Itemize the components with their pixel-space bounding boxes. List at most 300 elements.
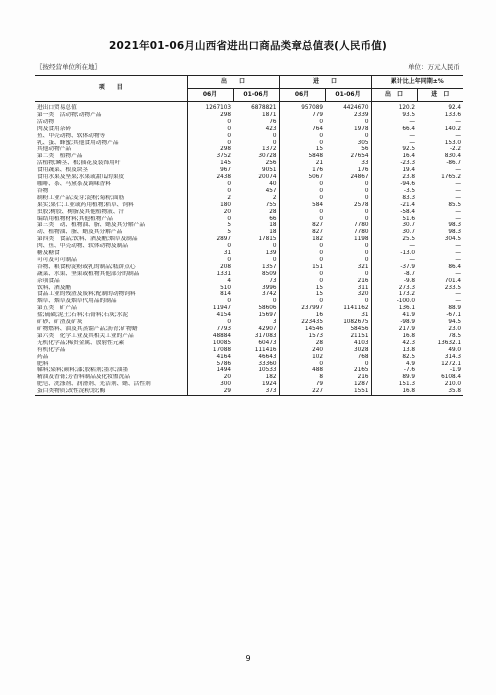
row-value: -86.7 — [446, 160, 462, 167]
row-value: 457 — [265, 187, 277, 194]
row-value: 0 — [187, 140, 233, 147]
row-value: 15 — [279, 291, 325, 298]
row-value: 0 — [364, 187, 369, 194]
row-label: 烟草、烟草及烟草代用品的制品 — [37, 298, 117, 305]
row-value: 0 — [364, 360, 369, 367]
row-value: -8.7 — [371, 271, 417, 278]
table-row — [35, 229, 463, 236]
table-row — [35, 361, 463, 368]
row-value: 0 — [364, 180, 369, 187]
row-value: 20074 — [258, 174, 277, 181]
row-value: 0 — [187, 243, 233, 250]
row-value: 0 — [187, 188, 233, 195]
row-value: 0 — [279, 216, 325, 223]
row-value: -3.5 — [371, 188, 417, 195]
row-label: 第四类 食品;饮料、酒及醋;烟草及制品 — [37, 236, 138, 243]
row-value: 40 — [269, 180, 277, 187]
row-value: — — [371, 257, 417, 264]
table-row — [35, 133, 463, 140]
row-label: 肉及食用杂碎 — [37, 125, 72, 132]
row-value: — — [455, 291, 462, 298]
row-value: 31 — [361, 312, 369, 319]
row-value: 33360 — [258, 360, 277, 367]
scope-note: 〖按经营单位所在地〗 — [36, 63, 101, 71]
row-value: 120.2 — [371, 102, 417, 112]
row-value: 48884 — [187, 333, 233, 340]
row-label: 果实;果仁;工业或药用植物;稻草、饲料 — [37, 201, 134, 208]
row-value: — — [455, 243, 462, 250]
row-value: 14546 — [279, 326, 325, 333]
row-value: 0 — [187, 181, 233, 188]
row-label: 第六类 化学工业及其相关工业的产品 — [37, 332, 134, 339]
table-row — [35, 188, 463, 195]
row-value: 182 — [265, 374, 277, 381]
row-value: 0 — [187, 119, 233, 126]
row-value: 827 — [279, 229, 325, 236]
row-value: 1978 — [354, 125, 369, 132]
table-row — [35, 347, 463, 354]
row-label: 蔬菜、水果、坚果或植物其他部分的制品 — [37, 270, 140, 277]
row-value: 4 — [187, 278, 233, 285]
row-value: 0 — [279, 298, 325, 305]
row-value: 7793 — [187, 326, 233, 333]
table-row — [35, 374, 463, 381]
table-row — [35, 126, 463, 133]
row-value: 7780 — [354, 229, 369, 236]
row-value: 217.9 — [371, 326, 417, 333]
table-row — [35, 381, 463, 388]
header-yoy-import: 进 口 — [417, 89, 463, 102]
row-value: 89.9 — [371, 374, 417, 381]
table-row — [35, 271, 463, 278]
table-row — [35, 340, 463, 347]
row-value: 7780 — [354, 222, 369, 229]
row-value: 373 — [233, 388, 279, 395]
row-value: 0 — [279, 257, 325, 264]
row-value: 6878821 — [251, 105, 277, 111]
table-row — [35, 319, 463, 326]
row-value: 0 — [279, 250, 325, 257]
row-value: 5067 — [279, 174, 325, 181]
table-row — [35, 195, 463, 202]
row-value: 320 — [357, 291, 369, 298]
table-row — [35, 236, 463, 243]
row-value: 4424670 — [343, 105, 369, 111]
row-value: 208 — [187, 264, 233, 271]
row-value: 1765.2 — [441, 174, 462, 181]
row-value: 17815 — [258, 236, 277, 243]
row-value: -7.6 — [371, 367, 417, 374]
row-value: 957089 — [279, 102, 325, 112]
row-value: 111416 — [254, 346, 277, 353]
row-value: 139 — [265, 250, 277, 257]
row-value: 16.8 — [371, 388, 417, 395]
row-value: 1494 — [187, 367, 233, 374]
row-value: 51.6 — [371, 216, 417, 223]
table-row — [35, 112, 463, 119]
row-value: 1141162 — [343, 305, 369, 312]
row-value: 223435 — [279, 319, 325, 326]
row-value: — — [455, 215, 462, 222]
row-value: 237997 — [279, 305, 325, 312]
row-value: 1287 — [354, 381, 369, 388]
row-value: 3742 — [262, 291, 277, 298]
row-value: 11947 — [187, 305, 233, 312]
row-label: 可可及可可制品 — [37, 256, 77, 263]
row-value: 3996 — [262, 284, 277, 291]
row-value: 30.7 — [371, 222, 417, 229]
row-value: 273.3 — [371, 285, 417, 292]
row-value: 5 — [187, 222, 233, 229]
row-value: 13632.1 — [437, 339, 462, 346]
row-value: 42907 — [258, 326, 277, 332]
row-value: -58.4 — [371, 209, 417, 216]
table-row — [35, 174, 463, 181]
row-label: 食用水果及坚果;水果或甜瓜的果皮 — [37, 174, 125, 181]
row-label: 饮料、酒及醋 — [37, 284, 72, 291]
table-row — [35, 264, 463, 271]
row-label: 食品工业的残渣及废料;配制的动物饲料 — [37, 291, 136, 298]
row-value: 3 — [272, 319, 277, 326]
table-row — [35, 326, 463, 333]
row-label: 第三类 动、植物油、脂、蜡及其分解产品 — [37, 222, 146, 229]
row-value: 0 — [272, 256, 277, 263]
row-value: 8 — [279, 374, 325, 381]
row-value: -37.9 — [371, 264, 417, 271]
page-number: 9 — [245, 654, 251, 663]
row-value: 41.9 — [371, 312, 417, 319]
row-value: 10533 — [258, 367, 277, 374]
row-value: 2438 — [187, 174, 233, 181]
row-label: 药品 — [37, 353, 49, 360]
row-value: 78.5 — [448, 332, 462, 339]
row-value: 0 — [272, 132, 277, 139]
row-value: 42.3 — [371, 340, 417, 347]
table-row — [35, 202, 463, 209]
row-value: 15 — [279, 285, 325, 292]
row-value: 779 — [279, 112, 325, 119]
row-label: 进出口贸易总值 — [37, 105, 77, 111]
row-value: 18 — [269, 229, 277, 236]
row-value: 0 — [279, 133, 325, 140]
table-row — [35, 181, 463, 188]
row-value: 4.9 — [371, 361, 417, 368]
header-yoy: 累计比上年同期±% — [371, 76, 463, 89]
row-label: 第五类 矿产品 — [37, 305, 77, 312]
row-value: 76 — [269, 118, 277, 125]
row-value: 0 — [279, 181, 325, 188]
row-label: 有机化学品 — [37, 346, 66, 353]
row-label: 肥皂、洗涤剂、润滑剂、光洁剂、蜡、活性剂 — [37, 381, 151, 388]
row-value: 30.7 — [371, 229, 417, 236]
table-row — [35, 243, 463, 250]
row-value: 0 — [279, 278, 325, 285]
row-value: 827 — [279, 222, 325, 229]
row-value: 92.5 — [371, 146, 417, 153]
row-value: 6108.4 — [441, 374, 462, 381]
row-value: 20 — [187, 374, 233, 381]
row-value: -2.2 — [449, 146, 462, 153]
row-value: — — [455, 256, 462, 263]
row-value: — — [455, 180, 462, 187]
row-value: 16 — [279, 312, 325, 319]
row-value: 151 — [279, 264, 325, 271]
row-value: 151.3 — [371, 381, 417, 388]
row-value: 764 — [279, 126, 325, 133]
row-label: 咖啡、茶、马黛茶及调味香料 — [37, 180, 111, 187]
row-value: 0 — [364, 118, 369, 125]
row-value: 216 — [357, 277, 369, 284]
row-value: 755 — [265, 201, 277, 208]
row-value: 4164 — [187, 354, 233, 361]
row-label: 谷物、粮食粉淀粉或乳的制品;糕饼点心 — [37, 263, 136, 270]
row-value: 1267103 — [187, 102, 233, 112]
row-label: 谷物 — [37, 187, 49, 194]
table-row — [35, 305, 463, 312]
row-value: 180 — [187, 202, 233, 209]
table-row — [35, 354, 463, 361]
table-row — [35, 119, 463, 126]
row-value: 0 — [279, 188, 325, 195]
row-value: 314.3 — [444, 353, 462, 360]
row-value: 10085 — [187, 340, 233, 347]
row-value: 1871 — [262, 111, 277, 118]
row-value: 0 — [187, 133, 233, 140]
header-import: 进 口 — [279, 76, 371, 89]
row-value: — — [455, 132, 462, 139]
row-value: 3028 — [354, 346, 369, 353]
row-value: 1198 — [354, 236, 369, 243]
row-value: 0 — [364, 194, 369, 201]
row-label: 活动物 — [37, 118, 55, 125]
row-value: -21.4 — [371, 202, 417, 209]
table-row — [35, 209, 463, 216]
table-row — [35, 250, 463, 257]
row-value: 2 — [187, 195, 233, 202]
table-row — [35, 278, 463, 285]
row-value: 49.0 — [448, 346, 462, 353]
row-label: 动、植物油、脂、蜡及其分解产品 — [37, 229, 123, 236]
row-value: — — [371, 119, 417, 126]
row-value: 304.5 — [444, 236, 462, 243]
row-value: -98.9 — [371, 319, 417, 326]
row-value: 86.4 — [448, 263, 462, 270]
table-row — [35, 285, 463, 292]
row-value: 66 — [269, 215, 277, 222]
row-value: — — [455, 298, 462, 305]
row-value: 3752 — [187, 153, 233, 160]
row-value: — — [455, 250, 462, 257]
table-row — [35, 140, 463, 147]
table-row — [35, 367, 463, 374]
row-value: 8509 — [262, 270, 277, 277]
row-value: 5 — [187, 229, 233, 236]
row-value: 0 — [364, 298, 369, 305]
row-value: 23.8 — [371, 174, 417, 181]
header-yoy-export: 出 口 — [371, 89, 417, 102]
row-value: 305 — [357, 139, 369, 146]
row-value: 0 — [279, 361, 325, 368]
row-value: 140.2 — [444, 125, 462, 132]
row-value: 227 — [279, 388, 325, 395]
row-value: 21151 — [350, 332, 369, 339]
table-row — [35, 160, 463, 167]
row-value: — — [371, 140, 417, 147]
row-label: 第二类 植物产品 — [37, 153, 83, 160]
row-value: 0 — [364, 208, 369, 215]
row-value: 46643 — [258, 353, 277, 360]
row-label: 制粉工业产品;麦芽;淀粉;菊粉;面筋 — [37, 194, 125, 201]
row-value: 0 — [364, 215, 369, 222]
row-value: -67.1 — [446, 312, 462, 319]
row-label: 鱼、甲壳动物、软体动物等 — [37, 132, 106, 139]
row-value: 2578 — [354, 201, 369, 208]
header-item: 项 目 — [35, 76, 187, 102]
header-export-cumulative: 01-06月 — [233, 89, 279, 102]
row-value: 311 — [357, 284, 369, 291]
row-value: 0 — [279, 271, 325, 278]
row-value: 2339 — [354, 111, 369, 118]
row-value: 2165 — [354, 367, 369, 374]
header-export-month: 06月 — [187, 89, 233, 102]
row-value: 133.6 — [444, 111, 462, 118]
table-row — [35, 102, 463, 112]
row-value: 0 — [187, 298, 233, 305]
row-value: — — [455, 187, 462, 194]
row-value: 0 — [187, 319, 233, 326]
table-row — [35, 167, 463, 174]
row-value: 240 — [279, 347, 325, 354]
row-label: 蛋白类物质;改性淀粉;胶;酶 — [35, 388, 187, 395]
table-row — [35, 257, 463, 264]
row-label: 编结用植物材料;其他植物产品 — [37, 215, 113, 222]
row-label: 矿物燃料、油及其蒸馏产品;沥青;矿物蜡 — [37, 326, 138, 332]
row-value: 21 — [279, 160, 325, 167]
row-value: 1924 — [262, 381, 277, 388]
row-value: 79 — [279, 381, 325, 388]
row-value: 1082675 — [343, 319, 369, 326]
row-value: 298 — [187, 146, 233, 153]
row-value: 176 — [279, 167, 325, 174]
row-value: 317083 — [254, 332, 277, 339]
row-value: 0 — [364, 250, 369, 257]
row-value: 0 — [187, 216, 233, 223]
row-value: 0 — [279, 209, 325, 216]
row-value: 31 — [187, 250, 233, 257]
table-row — [35, 388, 463, 395]
row-label: 糖及糖食 — [37, 250, 60, 257]
row-label: 杂项食品 — [37, 277, 60, 284]
row-value: 298 — [187, 112, 233, 119]
row-value: 210.0 — [444, 381, 462, 388]
row-value: 28 — [279, 340, 325, 347]
row-value: 19.4 — [371, 167, 417, 174]
row-value: 2 — [272, 194, 277, 201]
row-value: 73 — [269, 277, 277, 284]
row-value: 60473 — [258, 339, 277, 346]
row-value: 98.3 — [448, 222, 462, 229]
row-value: 66.4 — [371, 126, 417, 133]
row-label: 其他动物产品 — [37, 146, 72, 153]
row-value: 0 — [364, 243, 369, 250]
row-value: 0 — [364, 270, 369, 277]
row-value: 15 — [279, 146, 325, 153]
row-value: 5786 — [187, 361, 233, 368]
table-row — [35, 333, 463, 340]
row-value: -13.0 — [371, 250, 417, 257]
row-value: 0 — [187, 126, 233, 133]
row-value: 701.4 — [444, 277, 462, 284]
row-value: 1372 — [262, 146, 277, 153]
row-value: 27654 — [350, 153, 369, 160]
row-value: 56 — [361, 146, 369, 153]
row-value: 173.2 — [371, 291, 417, 298]
row-value: 33 — [361, 160, 369, 167]
row-value: 0 — [279, 243, 325, 250]
row-label: 活植物;鳞茎、根;插花及装饰用叶 — [37, 160, 121, 167]
table-title: 2021年01-06月山西省进出口商品类章总值表(人民币值) — [109, 40, 387, 52]
row-label: 肉、鱼、甲壳动物、软体动物及制品 — [37, 243, 128, 250]
row-value: 967 — [187, 167, 233, 174]
row-value: 5848 — [279, 153, 325, 160]
row-label: 肥料 — [37, 360, 49, 367]
row-value: 2897 — [187, 236, 233, 243]
row-value: — — [455, 194, 462, 201]
row-value: 256 — [265, 160, 277, 167]
row-value: 20 — [187, 209, 233, 216]
row-value: 92.4 — [448, 105, 462, 111]
row-value: 1551 — [325, 388, 371, 395]
row-value: 16.8 — [371, 333, 417, 340]
row-value: 0 — [187, 257, 233, 264]
row-value: — — [371, 133, 417, 140]
row-value: 83.3 — [371, 195, 417, 202]
row-value: 28 — [269, 208, 277, 215]
row-value: 216 — [357, 374, 369, 381]
table-row — [35, 153, 463, 160]
row-value: — — [455, 167, 462, 174]
row-value: 233.5 — [444, 284, 462, 291]
row-value: — — [455, 208, 462, 215]
row-value: — — [455, 270, 462, 277]
row-value: 830.4 — [444, 153, 462, 160]
row-value: 1573 — [279, 333, 325, 340]
row-value: 0 — [279, 195, 325, 202]
row-value: 82.5 — [371, 354, 417, 361]
row-value: 814 — [187, 291, 233, 298]
row-value: -9.8 — [371, 278, 417, 285]
row-value: 768 — [357, 353, 369, 360]
row-value: 321 — [357, 263, 369, 270]
table-row — [35, 222, 463, 229]
row-value: 29 — [187, 388, 233, 395]
row-value: 0 — [272, 298, 277, 305]
row-value: 0 — [272, 139, 277, 146]
table-row — [35, 298, 463, 305]
row-value: — — [455, 118, 462, 125]
row-label: 食用蔬菜、根及块茎 — [37, 167, 89, 174]
row-value: 0 — [279, 140, 325, 147]
row-label: 鞣料;染料;颜料;漆;胶粘剂;墨水;油墨 — [37, 367, 129, 374]
row-value: 9051 — [262, 167, 277, 174]
table-row — [35, 312, 463, 319]
row-value: 25.5 — [371, 236, 417, 243]
row-value: 98.3 — [448, 229, 462, 236]
row-label: 无机化学品;稀贵金属、放射性元素 — [37, 339, 125, 346]
row-value: 4154 — [187, 312, 233, 319]
header-import-cumulative: 01-06月 — [325, 89, 371, 102]
row-value: 1357 — [262, 263, 277, 270]
